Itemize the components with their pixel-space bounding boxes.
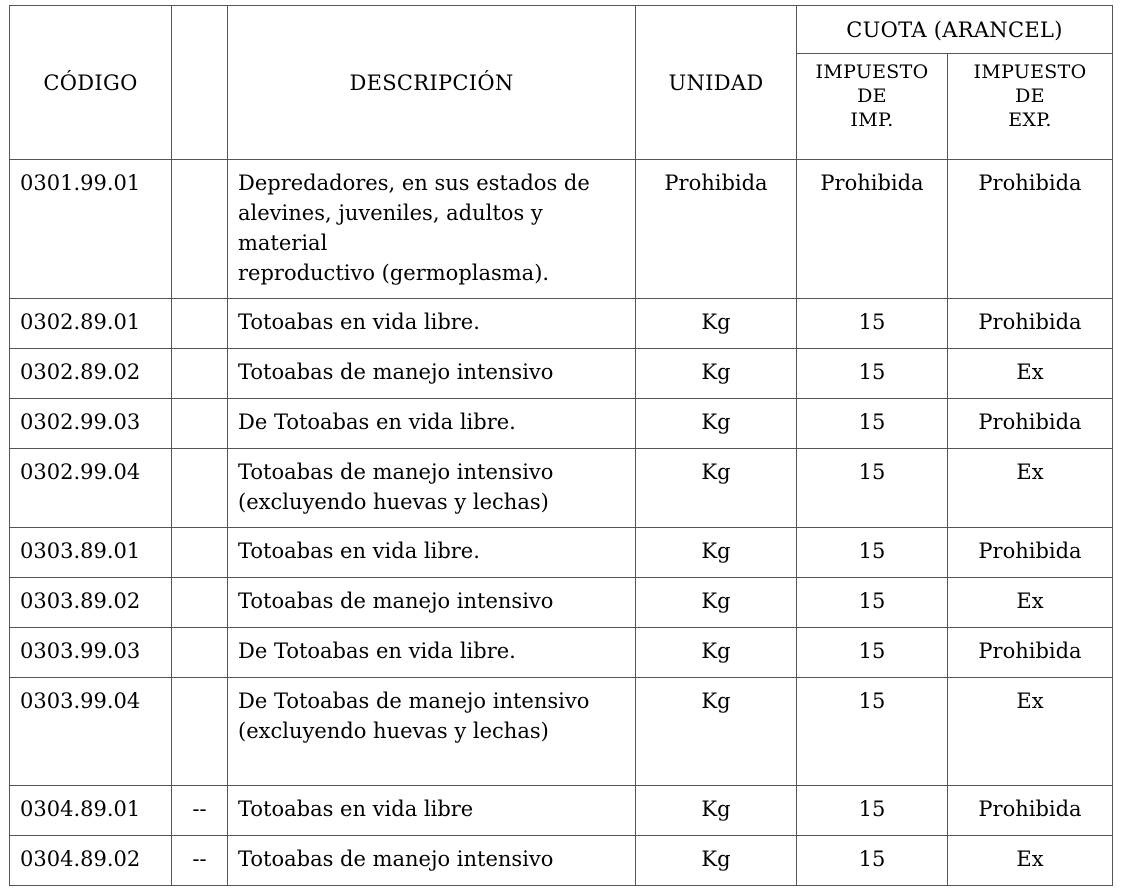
cell-impuesto-importacion: 15 bbox=[797, 299, 948, 349]
header-codigo: CÓDIGO bbox=[10, 6, 172, 160]
cell-unidad: Kg bbox=[636, 836, 797, 886]
header-unidad: UNIDAD bbox=[636, 6, 797, 160]
cell-descripcion: Totoabas en vida libre. bbox=[228, 299, 636, 349]
table-row bbox=[10, 349, 1113, 399]
cell-descripcion: Totoabas de manejo intensivo (excluyendo huevas y lechas) bbox=[228, 449, 636, 528]
cell-codigo: 0301.99.01 bbox=[10, 160, 172, 299]
table-row bbox=[10, 786, 1113, 836]
cell-unidad: Kg bbox=[636, 299, 797, 349]
cell-impuesto-importacion: Prohibida bbox=[797, 160, 948, 299]
cell-impuesto-importacion: 15 bbox=[797, 836, 948, 886]
cell-codigo: 0302.99.03 bbox=[10, 399, 172, 449]
cell-nivel bbox=[172, 628, 228, 678]
cell-codigo: 0302.89.01 bbox=[10, 299, 172, 349]
cell-impuesto-exportacion: Ex bbox=[948, 836, 1113, 886]
table-row bbox=[10, 836, 1113, 886]
cell-impuesto-exportacion: Prohibida bbox=[948, 399, 1113, 449]
cell-codigo: 0303.89.01 bbox=[10, 528, 172, 578]
table-row bbox=[10, 628, 1113, 678]
cell-nivel: -- bbox=[172, 836, 228, 886]
table-row bbox=[10, 399, 1113, 449]
cell-impuesto-importacion: 15 bbox=[797, 528, 948, 578]
cell-unidad: Kg bbox=[636, 678, 797, 786]
cell-impuesto-importacion: 15 bbox=[797, 349, 948, 399]
cell-codigo: 0303.99.04 bbox=[10, 678, 172, 786]
cell-impuesto-exportacion: Prohibida bbox=[948, 786, 1113, 836]
cell-descripcion: Totoabas en vida libre. bbox=[228, 528, 636, 578]
cell-unidad: Kg bbox=[636, 628, 797, 678]
tariff-table bbox=[9, 5, 1113, 886]
cell-unidad: Kg bbox=[636, 578, 797, 628]
cell-descripcion: Totoabas de manejo intensivo bbox=[228, 836, 636, 886]
cell-descripcion: De Totoabas en vida libre. bbox=[228, 399, 636, 449]
cell-nivel: -- bbox=[172, 786, 228, 836]
cell-unidad: Prohibida bbox=[636, 160, 797, 299]
cell-impuesto-exportacion: Prohibida bbox=[948, 160, 1113, 299]
cell-unidad: Kg bbox=[636, 349, 797, 399]
cell-impuesto-exportacion: Ex bbox=[948, 578, 1113, 628]
cell-nivel bbox=[172, 678, 228, 786]
cell-nivel bbox=[172, 349, 228, 399]
table-row bbox=[10, 299, 1113, 349]
cell-nivel bbox=[172, 299, 228, 349]
cell-impuesto-exportacion: Prohibida bbox=[948, 628, 1113, 678]
cell-descripcion: De Totoabas de manejo intensivo (excluyendo huevas y lechas) bbox=[228, 678, 636, 786]
cell-codigo: 0304.89.02 bbox=[10, 836, 172, 886]
cell-nivel bbox=[172, 399, 228, 449]
cell-codigo: 0304.89.01 bbox=[10, 786, 172, 836]
cell-descripcion: De Totoabas en vida libre. bbox=[228, 628, 636, 678]
cell-descripcion: Depredadores, en sus estados de alevines, juveniles, adultos y material reproductivo (germoplasma). bbox=[228, 160, 636, 299]
header-descripcion: DESCRIPCIÓN bbox=[228, 6, 636, 160]
cell-impuesto-importacion: 15 bbox=[797, 786, 948, 836]
cell-impuesto-exportacion: Ex bbox=[948, 449, 1113, 528]
cell-impuesto-exportacion: Ex bbox=[948, 349, 1113, 399]
cell-codigo: 0302.99.04 bbox=[10, 449, 172, 528]
cell-codigo: 0302.89.02 bbox=[10, 349, 172, 399]
header-cuota: CUOTA (ARANCEL) bbox=[797, 6, 1113, 54]
cell-impuesto-exportacion: Prohibida bbox=[948, 299, 1113, 349]
table-row bbox=[10, 528, 1113, 578]
cell-impuesto-importacion: 15 bbox=[797, 628, 948, 678]
header-impuesto-importacion: IMPUESTO DE IMP. bbox=[797, 54, 948, 160]
cell-impuesto-importacion: 15 bbox=[797, 399, 948, 449]
cell-nivel bbox=[172, 528, 228, 578]
cell-unidad: Kg bbox=[636, 786, 797, 836]
cell-nivel bbox=[172, 160, 228, 299]
cell-impuesto-importacion: 15 bbox=[797, 678, 948, 786]
table-row bbox=[10, 160, 1113, 299]
cell-unidad: Kg bbox=[636, 399, 797, 449]
cell-nivel bbox=[172, 578, 228, 628]
table-row bbox=[10, 678, 1113, 786]
cell-descripcion: Totoabas en vida libre bbox=[228, 786, 636, 836]
cell-impuesto-exportacion: Ex bbox=[948, 678, 1113, 786]
cell-impuesto-importacion: 15 bbox=[797, 449, 948, 528]
cell-impuesto-importacion: 15 bbox=[797, 578, 948, 628]
cell-impuesto-exportacion: Prohibida bbox=[948, 528, 1113, 578]
cell-descripcion: Totoabas de manejo intensivo bbox=[228, 349, 636, 399]
header-blank bbox=[172, 6, 228, 160]
header-impuesto-exportacion: IMPUESTO DE EXP. bbox=[948, 54, 1113, 160]
cell-codigo: 0303.99.03 bbox=[10, 628, 172, 678]
table-row bbox=[10, 578, 1113, 628]
cell-nivel bbox=[172, 449, 228, 528]
cell-unidad: Kg bbox=[636, 528, 797, 578]
cell-codigo: 0303.89.02 bbox=[10, 578, 172, 628]
table-row bbox=[10, 449, 1113, 528]
cell-descripcion: Totoabas de manejo intensivo bbox=[228, 578, 636, 628]
cell-unidad: Kg bbox=[636, 449, 797, 528]
